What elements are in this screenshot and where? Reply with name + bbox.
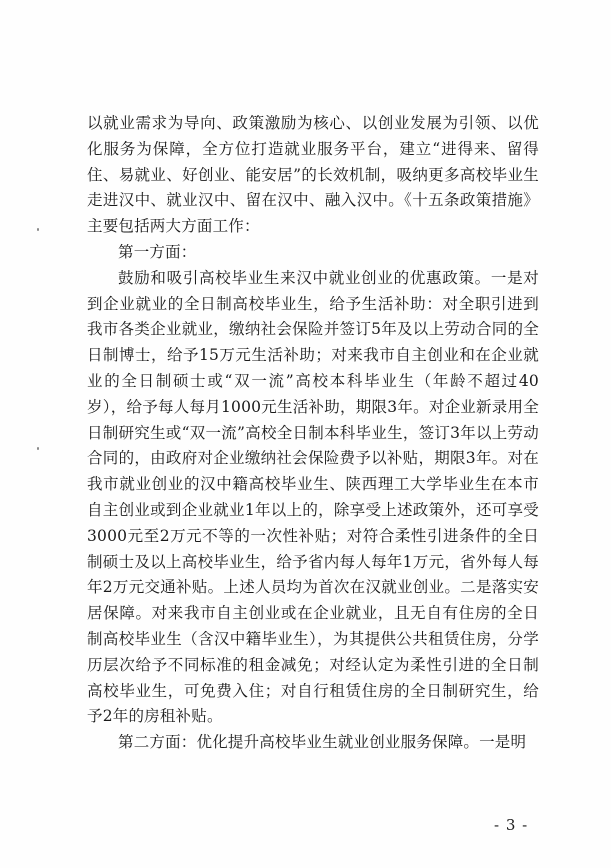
paragraph-section-two: 第二方面：优化提升高校毕业生就业创业服务保障。一是明 [118, 733, 527, 752]
margin-mark [37, 447, 39, 450]
paragraph-section-one-heading: 第一方面： [118, 242, 197, 261]
paragraph-section-one-content: 鼓励和吸引高校毕业生来汉中就业创业的优惠政策。一是对到企业就业的全日制高校毕业生，给予生活补助：对全职引进到我市各类企业就业，缴纳社会保险并签订5年及以上劳动合同的全日制博士，给予15万元生活补助；对来我市自主创业和在企业就业的全日制硕士或“双一流”高校本科毕业生（年龄不超过40岁），给予每人每月1000元生活补助，期限3年。对企业新录用全日制研究生或“双一流”高校全日制本科毕业生，签订3年以上劳动合同的，由政府对企业缴纳社会保险费予以补贴，期限3年。对在我市就业创业的汉中籍高校毕业生、陕西理工大学毕业生在本市自主创业或到企业就业1年以上的，除享受上述政策外，还可享受3000元至2万元不等的一次性补贴；对符合柔性引进条件的全日制硕士及以上高校毕业生，给予省内每人每年1万元，省外每人每年2万元交通补贴。上述人员均为首次在汉就业创业。二是落实安居保障。对来我市自主创业或在企业就业，且无自有住房的全日制高校毕业生（含汉中籍毕业生），为其提供公共租赁住房，分学历层次给予不同标准的租金减免；对经认定为柔性引进的全日制高校毕业生，可免费入住；对自行租赁住房的全日制研究生，给予2年的房租补贴。 [87, 268, 539, 726]
document-body [87, 111, 539, 756]
page-number: - 3 - [494, 816, 529, 834]
paragraph-intro: 以就业需求为导向、政策激励为核心、以创业发展为引领、以优化服务为保障，全方位打造就业服务平台，建立“进得来、留得住、易就业、好创业、能安居”的长效机制，吸纳更多高校毕业生走进汉中、就业汉中、留在汉中、融入汉中。《十五条政策措施》主要包括两大方面工作： [87, 114, 539, 236]
margin-mark [37, 228, 39, 231]
